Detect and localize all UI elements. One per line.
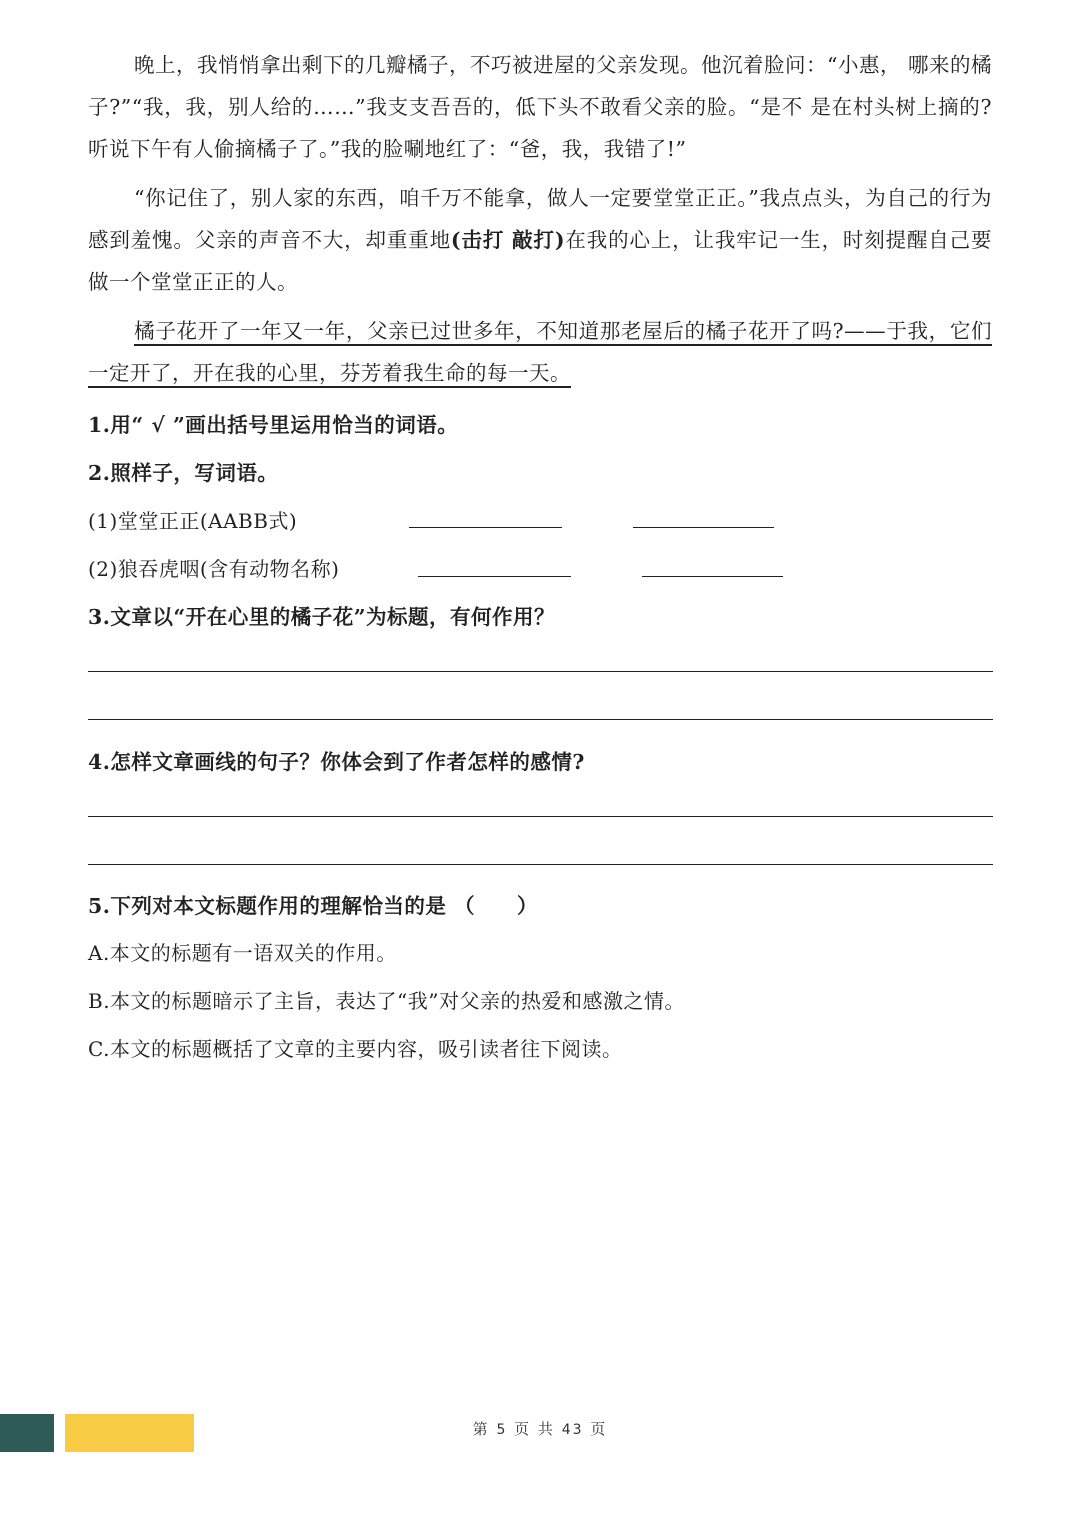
word-choice-bracket: (击打 敲打) [450,228,566,252]
current-page-number: 5 [496,1422,508,1438]
passage-paragraph-1-text: 晚上，我悄悄拿出剩下的几瓣橘子，不巧被进屋的父亲发现。他沉着脸问：“小惠， 哪来的橘子?”“我，我，别人给的……”我支支吾吾的，低下头不敢看父亲的脸。“是不 是在村头树上摘的?听说下午有人偷摘橘子了。”我的脸唰地红了：“爸，我，我错了!” [88,53,992,161]
question-5: 5.下列对本文标题作用的理解恰当的是 （ ） [88,894,539,918]
question-1: 1.用“ √ ”画出括号里运用恰当的词语。 [88,413,459,437]
option-a[interactable]: A.本文的标题有一语双关的作用。 [88,941,397,965]
passage-paragraph-2-text-before: “你记住了，别人家的东西，咱千万不能拿，做人一定要堂堂正正。”我点点头，为自己的行为感到羞愧。父亲的声音不大，却重重地 [88,186,992,252]
question-4: 4.怎样文章画线的句子？你体会到了作者怎样的感情? [88,750,585,774]
answer-blank-2-2b[interactable] [642,576,783,577]
question-2: 2.照样子，写词语。 [88,461,279,485]
answer-line-3a[interactable] [88,671,993,672]
answer-blank-2-1b[interactable] [633,527,774,528]
option-c[interactable]: C.本文的标题概括了文章的主要内容，吸引读者往下阅读。 [88,1037,623,1061]
question-3: 3.文章以“开在心里的橘子花”为标题，有何作用？ [88,605,555,629]
underlined-sentence-text: 橘子花开了一年又一年，父亲已过世多年，不知道那老屋后的橘子花开了吗?——于我，它们一定开了，开在我的心里，芬芳着我生命的每一天。 [88,319,992,385]
total-page-number: 43 [561,1422,584,1438]
page-number: 第 5 页 共 43 页 [472,1420,608,1438]
passage-paragraph-2 [88,177,992,303]
answer-line-3b[interactable] [88,719,993,720]
underlined-sentence [88,310,992,394]
passage-paragraph-1 [88,44,992,170]
passage-paragraph-2-text-after: 在我的心上，让我牢记一生，时刻提醒自己要做一个堂堂正正的人。 [88,228,993,294]
answer-blank-2-2a[interactable] [418,576,571,577]
question-2-item-1: (1)堂堂正正(AABB式) [88,509,298,533]
answer-line-4a[interactable] [88,816,993,817]
question-2-item-2: (2)狼吞虎咽(含有动物名称) [88,557,340,581]
answer-blank-2-1a[interactable] [409,527,562,528]
option-b[interactable]: B.本文的标题暗示了主旨，表达了“我”对父亲的热爱和感激之情。 [88,989,686,1013]
answer-line-4b[interactable] [88,864,993,865]
